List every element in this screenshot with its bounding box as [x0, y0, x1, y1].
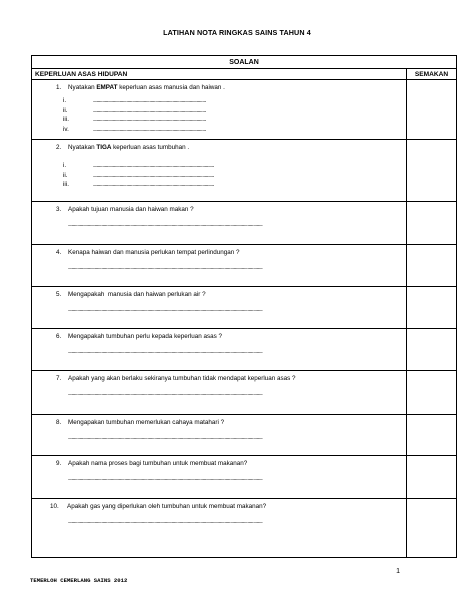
semakan-cell[interactable] — [407, 140, 457, 202]
answer-line[interactable]: ......................................................................................................................................................................... — [68, 306, 263, 313]
answer-line[interactable]: ......................................................................................................................................................................... — [68, 221, 263, 228]
question-3: 3. Apakah tujuan manusia dan haiwan makan ? ......................................................................................................................................................................... — [32, 202, 407, 245]
answer-line[interactable]: ......................................................................................................................................................................... — [68, 264, 263, 271]
answer-line[interactable]: i. .................................................................................................. — [63, 97, 206, 104]
semakan-cell[interactable] — [407, 80, 457, 140]
question-5: 5. Mengapakah manusia dan haiwan perlukan air ? ......................................................................................................................................................................... — [32, 287, 407, 329]
answer-line[interactable]: ii. .................................................................................................. — [63, 106, 206, 114]
semakan-cell[interactable] — [407, 371, 457, 415]
answer-line[interactable]: ......................................................................................................................................................................... — [68, 518, 263, 525]
answer-line[interactable]: iii. ......................................................................................................... — [63, 181, 214, 188]
answer-line[interactable]: iii. .................................................................................................. — [63, 116, 206, 123]
semakan-cell[interactable] — [407, 456, 457, 499]
semakan-cell[interactable] — [407, 329, 457, 371]
question-number: 3. — [56, 206, 62, 213]
question-10: 10. Apakah gas yang diperlukan oleh tumbuhan untuk membuat makanan? ......................................................................................................................................................................... — [32, 499, 407, 558]
table-header-soalan: SOALAN — [32, 56, 457, 69]
worksheet-title: LATIHAN NOTA RINGKAS SAINS TAHUN 4 — [163, 28, 311, 37]
question-number: 2. — [56, 144, 62, 151]
question-number: 1. — [56, 84, 62, 91]
question-number: 8. — [56, 419, 62, 426]
worksheet-table — [31, 55, 457, 558]
answer-line[interactable]: ......................................................................................................................................................................... — [68, 348, 263, 355]
answer-line[interactable]: ......................................................................................................................................................................... — [68, 434, 263, 441]
question-number: 10. — [50, 503, 59, 510]
question-number: 5. — [56, 291, 62, 298]
question-number: 9. — [56, 460, 62, 467]
semakan-cell[interactable] — [407, 245, 457, 287]
question-4: 4. Kenapa haiwan dan manusia perlukan tempat perlindungan ? ......................................................................................................................................................................... — [32, 245, 407, 287]
semakan-cell[interactable] — [407, 499, 457, 558]
question-6: 6. Mengapakah tumbuhan perlu kepada keperluan asas ? ......................................................................................................................................................................... — [32, 329, 407, 371]
semakan-cell[interactable] — [407, 202, 457, 245]
question-number: 6. — [56, 333, 62, 340]
answer-line[interactable]: ......................................................................................................................................................................... — [68, 475, 263, 482]
answer-line[interactable]: i. ......................................................................................................... — [63, 162, 214, 169]
question-7: 7. Apakah yang akan berlaku sekiranya tumbuhan tidak mendapat keperluan asas ? ......................................................................................................................................................................... — [32, 371, 407, 415]
question-8: 8. Mengapakan tumbuhan memerlukan cahaya matahari ? ......................................................................................................................................................................... — [32, 415, 407, 456]
page-number: 1 — [396, 568, 400, 575]
column-header-semakan: SEMAKAN — [407, 69, 457, 80]
semakan-cell[interactable] — [407, 415, 457, 456]
column-header-keperluan: KEPERLUAN ASAS HIDUPAN — [32, 69, 407, 80]
semakan-cell[interactable] — [407, 287, 457, 329]
question-1: 1. Nyatakan EMPAT keperluan asas manusia dan haiwan . i. .................................................................................................. ii. .................................................................................................. iii. .................................................................................................. iv. .................................................................................................. — [32, 80, 407, 140]
footer-text: TEMERLOH CEMERLANG SAINS 2012 — [30, 577, 128, 584]
answer-line[interactable]: ......................................................................................................................................................................... — [68, 390, 263, 397]
question-number: 4. — [56, 249, 62, 256]
question-9: 9. Apakah nama proses bagi tumbuhan untuk membuat makanan? ......................................................................................................................................................................... — [32, 456, 407, 499]
question-2: 2. Nyatakan TIGA keperluan asas tumbuhan . i. ......................................................................................................... ii. ......................................................................................................... iii. ......................................................................................................... — [32, 140, 407, 202]
answer-line[interactable]: ii. ......................................................................................................... — [63, 171, 214, 179]
answer-line[interactable]: iv. .................................................................................................. — [63, 125, 206, 133]
question-number: 7. — [56, 375, 62, 382]
